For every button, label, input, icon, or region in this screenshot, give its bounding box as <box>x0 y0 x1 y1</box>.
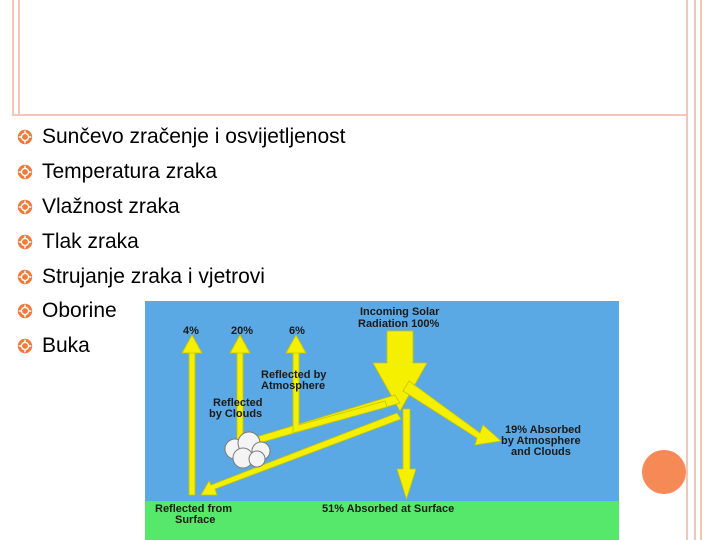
list-item <box>16 190 346 225</box>
pct-20-label: 20% <box>231 325 254 337</box>
decorative-circle <box>642 450 686 494</box>
pct-6-label: 6% <box>289 325 305 337</box>
list-item <box>16 224 346 259</box>
bullet-label: Buka <box>42 334 90 358</box>
list-item <box>16 120 346 155</box>
list-item <box>16 155 346 190</box>
bullet-label: Temperatura zraka <box>42 160 218 184</box>
list-item <box>16 259 346 294</box>
frame-line-top <box>12 114 688 116</box>
bullet-label: Strujanje zraka i vjetrovi <box>42 264 265 288</box>
incoming-label-1: Incoming Solar <box>360 306 440 318</box>
absorbed-surface-label: 51% Absorbed at Surface <box>322 503 455 515</box>
pct-4-label: 4% <box>183 325 199 337</box>
bullet-label: Vlažnost zraka <box>42 194 180 218</box>
bullet-label: Tlak zraka <box>42 229 139 253</box>
frame-line-right-inner <box>694 0 696 540</box>
bullet-label: Oborine <box>42 299 117 323</box>
frame-line-left-outer <box>12 0 14 114</box>
gear-icon <box>16 163 34 181</box>
reflected-atmosphere-label-1: Reflected by <box>261 369 327 381</box>
incoming-label-2: Radiation 100% <box>358 318 440 330</box>
reflected-clouds-label-2: by Clouds <box>209 408 263 420</box>
gear-icon <box>16 337 34 355</box>
reflected-atmosphere-label-2: Atmosphere <box>261 380 326 392</box>
frame-line-right-outer <box>686 0 688 540</box>
absorbed-atmosphere-label-2: by Atmosphere <box>501 435 581 447</box>
absorbed-atmosphere-label-1: 19% Absorbed <box>505 424 582 436</box>
gear-icon <box>16 268 34 286</box>
frame-line-left-inner <box>18 0 20 114</box>
frame-line-right-far <box>700 0 702 540</box>
gear-icon <box>16 302 34 320</box>
bullet-label: Sunčevo zračenje i osvijetljenost <box>42 125 346 149</box>
reflected-surface-label-2: Surface <box>175 514 216 526</box>
absorbed-atmosphere-label-3: and Clouds <box>511 446 571 458</box>
reflected-surface-up-line <box>189 351 195 495</box>
gear-icon <box>16 128 34 146</box>
solar-radiation-diagram <box>145 301 619 540</box>
reflected-clouds-label-1: Reflected <box>213 397 263 409</box>
gear-icon <box>16 233 34 251</box>
gear-icon <box>16 198 34 216</box>
reflected-surface-label-1: Reflected from <box>155 503 233 515</box>
